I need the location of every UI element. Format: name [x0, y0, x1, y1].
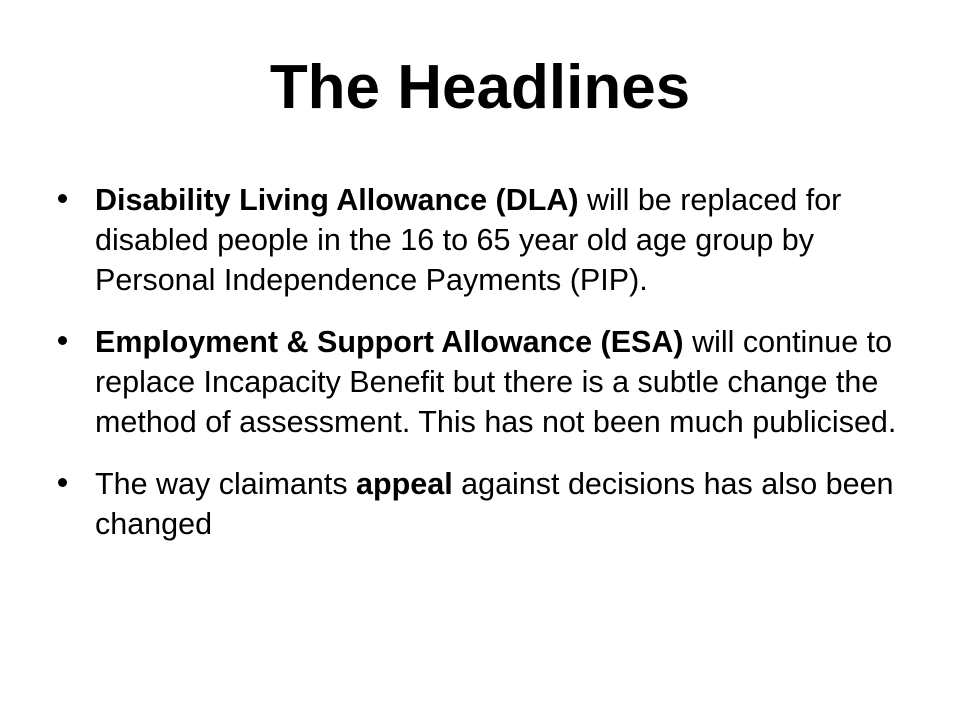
bullet-text: will continue to replace Incapacity Benefit but there is a subtle change the method of assessment. This has not been much publicised.	[95, 325, 897, 439]
slide-title: The Headlines	[269, 53, 691, 122]
bullet-item-appeal	[58, 464, 918, 544]
bullet-item-dla	[58, 180, 918, 300]
bullet-bold-text: Employment & Support Allowance (ESA)	[95, 325, 684, 359]
bullet-dot-icon	[58, 194, 67, 203]
bullet-dot-icon	[58, 336, 67, 345]
bullet-text: will be replaced for disabled people in the 16 to 65 year old age group by Personal Independence Payments (PIP).	[95, 183, 842, 297]
bullet-list	[58, 180, 918, 566]
bullet-text: against decisions has also been changed	[95, 467, 894, 541]
bullet-bold-text: Disability Living Allowance (DLA)	[95, 183, 579, 217]
bullet-pre-text: The way claimants	[95, 467, 357, 501]
bullet-bold-text: appeal	[356, 467, 453, 501]
bullet-dot-icon	[58, 478, 67, 487]
bullet-item-esa	[58, 322, 918, 442]
